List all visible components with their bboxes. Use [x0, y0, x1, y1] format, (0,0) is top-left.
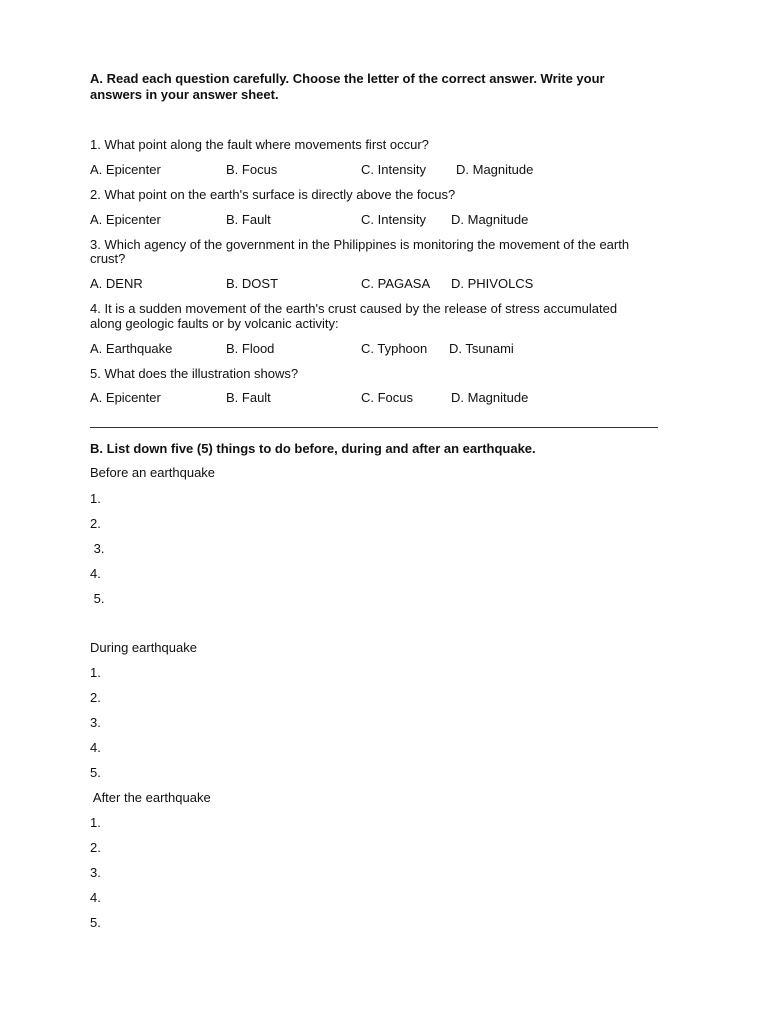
question-1-text: 1. What point along the fault where movements first occur? — [90, 137, 429, 152]
during-item-4: 4. — [90, 740, 101, 755]
question-4-option-d: D. Tsunami — [449, 341, 514, 356]
question-4-text-line2: along geologic faults or by volcanic activity: — [90, 316, 339, 331]
during-item-3: 3. — [90, 715, 101, 730]
question-3-text-line2: crust? — [90, 251, 126, 266]
after-item-1: 1. — [90, 815, 101, 830]
question-5-option-d: D. Magnitude — [451, 390, 529, 405]
section-b-heading: B. List down five (5) things to do before, during and after an earthquake. — [90, 441, 536, 456]
during-item-1: 1. — [90, 665, 101, 680]
during-item-5: 5. — [90, 765, 101, 780]
after-earthquake-heading: After the earthquake — [90, 790, 211, 805]
question-5-option-a: A. Epicenter — [90, 390, 161, 405]
question-2-option-c: C. Intensity — [361, 212, 427, 227]
question-3-option-d: D. PHIVOLCS — [451, 276, 534, 291]
question-3-option-b: B. DOST — [226, 276, 279, 291]
section-divider — [90, 427, 658, 428]
question-2-option-d: D. Magnitude — [451, 212, 529, 227]
question-2-option-a: A. Epicenter — [90, 212, 161, 227]
question-1-option-d: D. Magnitude — [456, 162, 534, 177]
before-earthquake-heading: Before an earthquake — [90, 465, 216, 480]
question-3-option-c: C. PAGASA — [361, 276, 431, 291]
after-item-3: 3. — [90, 865, 101, 880]
before-item-4: 4. — [90, 566, 101, 581]
question-4-option-c: C. Typhoon — [361, 341, 428, 356]
question-2-option-b: B. Fault — [226, 212, 271, 227]
before-item-5: 5. — [90, 591, 105, 606]
after-item-5: 5. — [90, 915, 101, 930]
question-5-option-c: C. Focus — [361, 390, 414, 405]
after-item-2: 2. — [90, 840, 101, 855]
question-1-option-a: A. Epicenter — [90, 162, 161, 177]
before-item-2: 2. — [90, 516, 101, 531]
question-4-option-a: A. Earthquake — [90, 341, 173, 356]
question-4-option-b: B. Flood — [226, 341, 275, 356]
question-1-option-b: B. Focus — [226, 162, 278, 177]
section-a-instruction-line1: A. Read each question carefully. Choose the letter of the correct answer. Write your — [90, 71, 605, 86]
question-3-text-line1: 3. Which agency of the government in the Philippines is monitoring the movement of the earth — [90, 237, 630, 252]
section-a-instruction-line2: answers in your answer sheet. — [90, 87, 279, 102]
during-earthquake-heading: During earthquake — [90, 640, 197, 655]
question-5-option-b: B. Fault — [226, 390, 271, 405]
question-4-text-line1: 4. It is a sudden movement of the earth's crust caused by the release of stress accumulated — [90, 301, 618, 316]
after-item-4: 4. — [90, 890, 101, 905]
before-item-1: 1. — [90, 491, 101, 506]
question-3-option-a: A. DENR — [90, 276, 143, 291]
question-1-option-c: C. Intensity — [361, 162, 427, 177]
during-item-2: 2. — [90, 690, 101, 705]
question-5-text: 5. What does the illustration shows? — [90, 366, 299, 381]
before-item-3: 3. — [90, 541, 105, 556]
question-2-text: 2. What point on the earth's surface is directly above the focus? — [90, 187, 456, 202]
